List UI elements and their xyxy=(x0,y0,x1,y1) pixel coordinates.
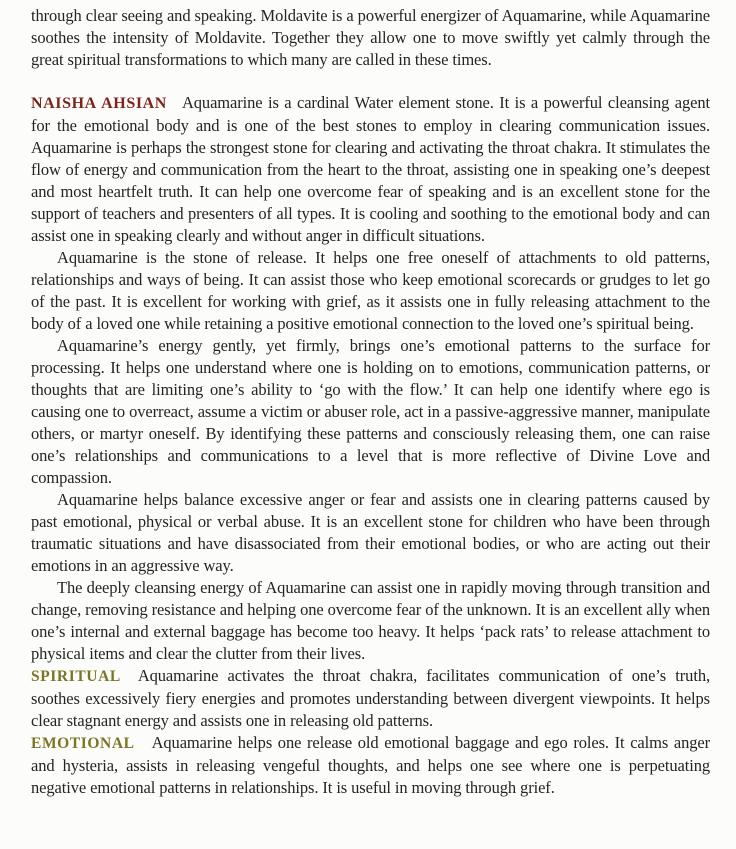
paragraph-emotional-patterns: Aquamarine’s energy gently, yet firmly, brings one’s emotional patterns to the surface for processing. It helps one understand where one is holding on to emotions, communication patterns, or thoughts that are limiting one’s ability to ‘go with the flow.’ It can help one identify where ego is causing one to overreact, assume a victim or abuser role, act in a passive-aggressive manner, manipulate others, or martyr oneself. By identifying these patterns and consciously releasing them, one can raise one’s relationships and communications to a level that is more reflective of Divine Love and compassion. xyxy=(31,336,710,487)
paragraph-cleansing-energy: The deeply cleansing energy of Aquamarine can assist one in rapidly moving through transition and change, removing resistance and helping one overcome fear of the unknown. It is an excellent ally when one’s internal and external baggage has become too heavy. It helps ‘pack rats’ to release attachment to physical items and clear the clutter from their lives. xyxy=(31,578,710,663)
author-heading-naisha-ahsian: NAISHA AHSIAN xyxy=(31,95,167,112)
naisha-ahsian-paragraph xyxy=(31,92,710,247)
section-heading-emotional: EMOTIONAL xyxy=(31,735,135,752)
section-heading-spiritual: SPIRITUAL xyxy=(31,668,121,685)
naisha-ahsian-text: Aquamarine is a cardinal Water element stone. It is a powerful cleansing agent for the emotional body and is one of the best stones to employ in clearing communication issues. Aquamarine is perhaps the strongest stone for clearing and activating the throat chakra. It stimulates the flow of energy and communication from the heart to the throat, assisting one in speaking one’s deepest and most heartfelt truth. It can help one overcome fear of speaking and is an excellent stone for the support of teachers and presenters of all types. It is cooling and soothing to the emotional body and can assist one in speaking clearly and without anger in difficult situations. xyxy=(31,93,710,245)
spiritual-paragraph xyxy=(31,665,710,732)
emotional-text: Aquamarine helps one release old emotional baggage and ego roles. It calms anger and hysteria, assists in releasing vengeful thoughts, and helps one see where one is perpetuating negative emotional patterns in relationships. It is useful in moving through grief. xyxy=(31,733,710,797)
paragraph-stone-of-release: Aquamarine is the stone of release. It helps one free oneself of attachments to old patterns, relationships and ways of being. It can assist those who keep emotional scorecards or grudges to let go of the past. It is excellent for working with grief, as it assists one in fully releasing attachment to the body of a loved one while retaining a positive emotional connection to the loved one’s spiritual being. xyxy=(31,248,710,333)
spiritual-text: Aquamarine activates the throat chakra, facilitates communication of one’s truth, soothes excessively fiery energies and promotes understanding between divergent viewpoints. It helps clear stagnant energy and assists one in releasing old patterns. xyxy=(31,666,710,730)
emotional-paragraph xyxy=(31,732,710,799)
intro-paragraph: through clear seeing and speaking. Moldavite is a powerful energizer of Aquamarine, while Aquamarine soothes the intensity of Moldavite. Together they allow one to move swiftly yet calmly through the great spiritual transformations to which many are called in these times. xyxy=(31,6,710,69)
paragraph-balance-anger: Aquamarine helps balance excessive anger or fear and assists one in clearing patterns caused by past emotional, physical or verbal abuse. It is an excellent stone for children who have been through traumatic situations and have disassociated from their emotional bodies, or who are acting out their emotions in an aggressive way. xyxy=(31,490,710,575)
